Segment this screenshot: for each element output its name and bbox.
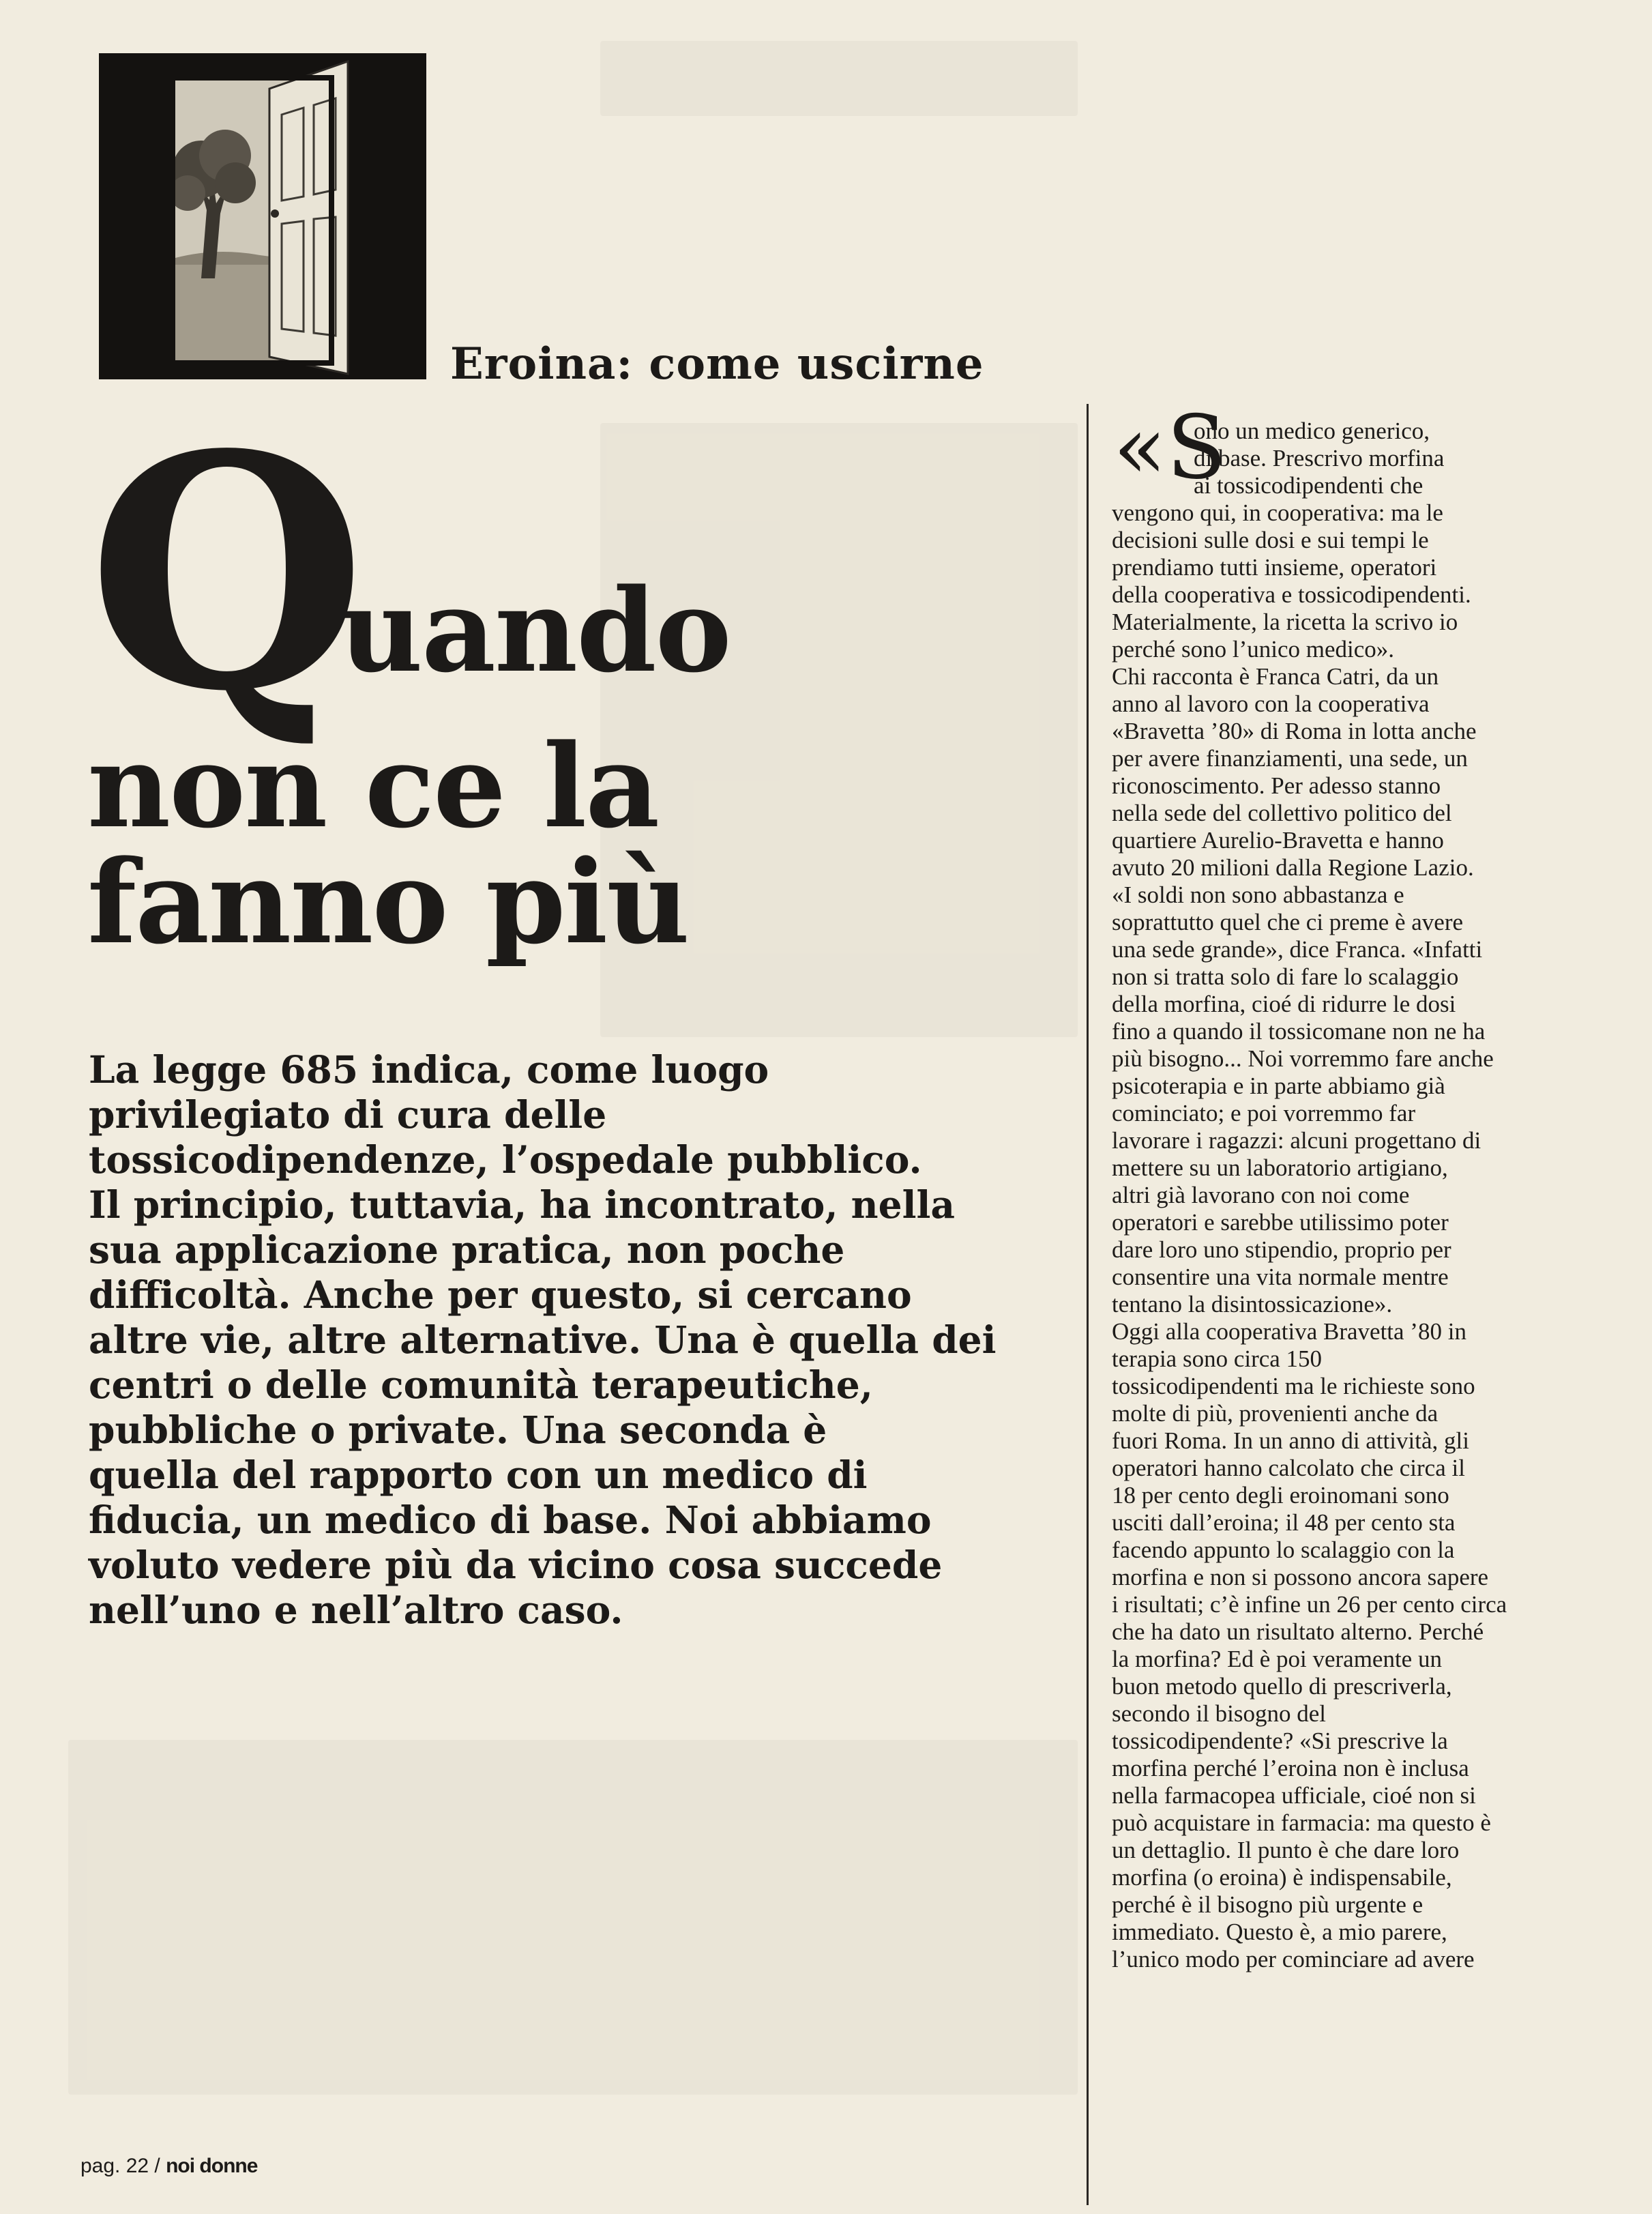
lead-line: sua applicazione pratica, non poche (89, 1227, 845, 1272)
body-first-line: ai tossicodipendenti che (1194, 472, 1424, 499)
body-line: facendo appunto lo scalaggio con la (1112, 1536, 1455, 1563)
article-kicker: Eroina: come uscirne (450, 338, 984, 390)
lead-line: fiducia, un medico di base. Noi abbiamo (89, 1498, 932, 1542)
body-first-line: di base. Prescrivo morfina (1194, 445, 1445, 471)
body-line: molte di più, provenienti anche da (1112, 1400, 1439, 1427)
body-line: della cooperativa e tossicodipendenti. (1112, 581, 1471, 608)
body-line: della morfina, cioé di ridurre le dosi (1112, 991, 1456, 1017)
lead-line: Il principio, tuttavia, ha incontrato, nella (89, 1182, 956, 1227)
body-line: cominciato; e poi vorremmo far (1112, 1100, 1416, 1126)
body-line: prendiamo tutti insieme, operatori (1112, 554, 1437, 581)
lead-line: voluto vedere più da vicino cosa succede (89, 1543, 943, 1587)
body-line: secondo il bisogno del (1112, 1700, 1326, 1727)
body-line: altri già lavorano con noi come (1112, 1182, 1410, 1208)
magazine-name: noi donne (166, 2155, 258, 2177)
body-line: la morfina? Ed è poi veramente un (1112, 1646, 1442, 1672)
body-line: psicoterapia e in parte abbiamo già (1112, 1073, 1445, 1099)
body-line: operatori e sarebbe utilissimo poter (1112, 1209, 1449, 1236)
body-line: tentano la disintossicazione». (1112, 1291, 1393, 1317)
lead-line: difficoltà. Anche per questo, si cercano (89, 1272, 912, 1317)
title-drop-cap: Q (87, 385, 367, 761)
body-line: dare loro uno stipendio, proprio per (1112, 1236, 1451, 1263)
body-line: tossicodipendenti ma le richieste sono (1112, 1373, 1475, 1399)
body-line: immediato. Questo è, a mio parere, (1112, 1919, 1447, 1945)
body-line: consentire una vita normale mentre (1112, 1264, 1449, 1290)
body-line: decisioni sulle dosi e sui tempi le (1112, 527, 1429, 553)
column-rule (1087, 404, 1089, 2205)
body-line: che ha dato un risultato alterno. Perché (1112, 1618, 1484, 1645)
show-through-texture (68, 1740, 1078, 2095)
body-line: Oggi alla cooperativa Bravetta ’80 in (1112, 1318, 1466, 1345)
lead-line: centri o delle comunità terapeutiche, (89, 1363, 873, 1407)
body-line: i risultati; c’è infine un 26 per cento circa (1112, 1591, 1507, 1618)
body-line: l’unico modo per cominciare ad avere (1112, 1946, 1475, 1972)
body-line: Materialmente, la ricetta la scrivo io (1112, 609, 1458, 635)
body-line: tossicodipendente? «Si prescrive la (1112, 1728, 1448, 1754)
body-line: perché è il bisogno più urgente e (1112, 1891, 1424, 1918)
body-line: Chi racconta è Franca Catri, da un (1112, 663, 1439, 690)
body-line: fino a quando il tossicomane non ne ha (1112, 1018, 1486, 1045)
body-line: nella sede del collettivo politico del (1112, 800, 1452, 826)
body-line: 18 per cento degli eroinomani sono (1112, 1482, 1449, 1509)
open-door-illustration-icon (99, 53, 426, 379)
page-folio (80, 2155, 257, 2178)
lead-line: quella del rapporto con un medico di (89, 1453, 868, 1497)
lead-line: privilegiato di cura delle (89, 1092, 607, 1137)
body-line: morfina e non si possono ancora sapere (1112, 1564, 1489, 1590)
body-line: terapia sono circa 150 (1112, 1345, 1323, 1372)
body-line: morfina perché l’eroina non è inclusa (1112, 1755, 1469, 1781)
body-line: per avere finanziamenti, una sede, un (1112, 745, 1468, 772)
body-open-quote-initial: «S (1113, 397, 1226, 499)
body-line: «Bravetta ’80» di Roma in lotta anche (1112, 718, 1477, 744)
body-line: può acquistare in farmacia: ma questo è (1112, 1809, 1491, 1836)
body-line: vengono qui, in cooperativa: ma le (1112, 499, 1443, 526)
body-line: quartiere Aurelio-Bravetta e hanno (1112, 827, 1444, 854)
body-column (1112, 499, 1589, 1973)
lead-line: nell’uno e nell’altro caso. (89, 1588, 623, 1632)
body-line: perché sono l’unico medico». (1112, 636, 1395, 662)
body-line: nella farmacopea ufficiale, cioé non si (1112, 1782, 1476, 1809)
body-line: mettere su un laboratorio artigiano, (1112, 1154, 1448, 1181)
lead-line: tossicodipendenze, l’ospedale pubblico. (89, 1137, 922, 1182)
body-line: «I soldi non sono abbastanza e (1112, 882, 1404, 908)
body-line: buon metodo quello di prescriverla, (1112, 1673, 1452, 1700)
lead-line: pubbliche o private. Una seconda è (89, 1408, 827, 1452)
show-through-texture (600, 41, 1078, 116)
body-line: usciti dall’eroina; il 48 per cento sta (1112, 1509, 1456, 1536)
body-line: morfina (o eroina) è indispensabile, (1112, 1864, 1452, 1891)
body-line: una sede grande», dice Franca. «Infatti (1112, 936, 1483, 963)
body-line: un dettaglio. Il punto è che dare loro (1112, 1837, 1460, 1863)
body-line: avuto 20 milioni dalla Regione Lazio. (1112, 854, 1474, 881)
lead-line: altre vie, altre alternative. Una è quella dei (89, 1317, 997, 1362)
page-number: pag. 22 / (80, 2155, 160, 2177)
body-line: più bisogno... Noi vorremmo fare anche (1112, 1045, 1494, 1072)
body-line: non si tratta solo di fare lo scalaggio (1112, 963, 1459, 990)
lead-paragraph (89, 1047, 1085, 1633)
body-line: operatori hanno calcolato che circa il (1112, 1455, 1465, 1481)
body-line: riconoscimento. Per adesso stanno (1112, 772, 1441, 799)
title-line-2: non ce la (87, 718, 659, 854)
body-line: soprattutto quel che ci preme è avere (1112, 909, 1464, 935)
title-line-1: uando (340, 563, 731, 698)
body-line: anno al lavoro con la cooperativa (1112, 690, 1430, 717)
body-first-line: ono un medico generico, (1194, 418, 1430, 444)
lead-line: La legge 685 indica, come luogo (89, 1047, 769, 1092)
body-line: fuori Roma. In un anno di attività, gli (1112, 1427, 1469, 1454)
body-line: lavorare i ragazzi: alcuni progettano di (1112, 1127, 1481, 1154)
title-line-3: fanno più (87, 834, 689, 970)
